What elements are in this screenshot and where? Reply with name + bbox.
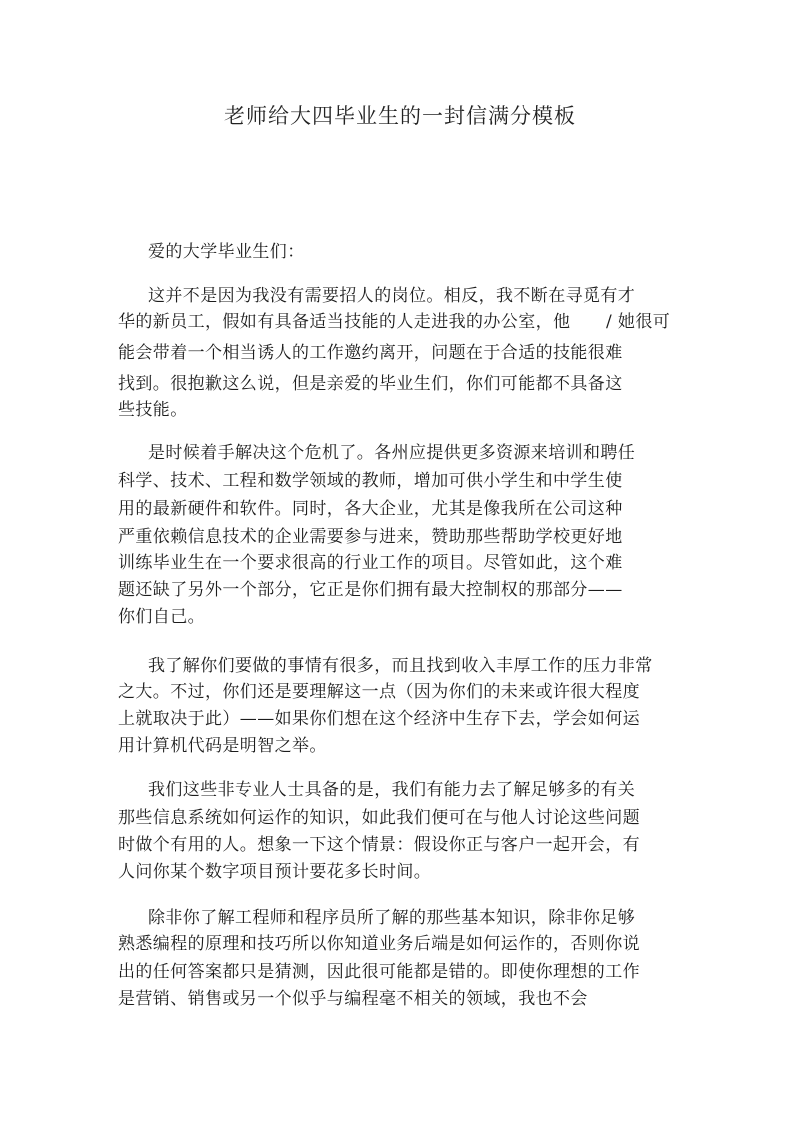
paragraph-line: 熟悉编程的原理和技巧所以你知道业务后端是如何运作的，否则你说 xyxy=(118,934,640,954)
paragraph-line: 我们这些非专业人士具备的是，我们有能力去了解足够多的有关 xyxy=(148,780,636,800)
paragraph-line: 之大。不过，你们还是要理解这一点（因为你们的未来或许很大程度 xyxy=(118,682,640,702)
paragraph-line: / 她很可 xyxy=(606,312,671,332)
document-title: 老师给大四毕业生的一封信满分模板 xyxy=(224,104,576,128)
paragraph-line: 科学、技术、工程和数学领域的教师，增加可供小学生和中学生使 xyxy=(118,471,623,491)
paragraph-line: 出的任何答案都只是猜测，因此很可能都是错的。即使你理想的工作 xyxy=(118,962,640,982)
paragraph-line: 我了解你们要做的事情有很多，而且找到收入丰厚工作的压力非常 xyxy=(148,656,653,676)
paragraph-line: 人问你某个数字项目预计要花多长时间。 xyxy=(118,862,432,882)
paragraph-line: 严重依赖信息技术的企业需要参与进来，赞助那些帮助学校更好地 xyxy=(118,527,623,547)
paragraph-line: 找到。很抱歉这么说，但是亲爱的毕业生们，你们可能都不具备这 xyxy=(118,374,623,394)
paragraph-line: 上就取决于此）——如果你们想在这个经济中生存下去，学会如何运 xyxy=(118,709,640,729)
paragraph-line: 题还缺了另外一个部分，它正是你们拥有最大控制权的那部分—— xyxy=(118,580,623,600)
paragraph-line: 除非你了解工程师和程序员所了解的那些基本知识，除非你足够 xyxy=(148,908,636,928)
paragraph-line: 用计算机代码是明智之举。 xyxy=(118,736,327,756)
paragraph-line: 那些信息系统如何运作的知识，如此我们便可在与他人讨论这些问题 xyxy=(118,808,640,828)
paragraph-line: 时做个有用的人。想象一下这个情景：假设你正与客户一起开会，有 xyxy=(118,835,640,855)
salutation: 爱的大学毕业生们： xyxy=(148,242,305,262)
paragraph-line: 是营销、销售或另一个似乎与编程毫不相关的领域，我也不会 xyxy=(118,989,588,1009)
paragraph-line: 这并不是因为我没有需要招人的岗位。相反，我不断在寻觅有才 xyxy=(148,286,636,306)
paragraph-line: 华的新员工，假如有具备适当技能的人走进我的办公室，他 xyxy=(118,312,571,332)
paragraph-line: 些技能。 xyxy=(118,400,188,420)
paragraph-line: 你们自己。 xyxy=(118,607,205,627)
paragraph-line: 用的最新硬件和软件。同时，各大企业，尤其是像我所在公司这种 xyxy=(118,499,623,519)
paragraph-line: 是时候着手解决这个危机了。各州应提供更多资源来培训和聘任 xyxy=(148,443,636,463)
paragraph-line: 训练毕业生在一个要求很高的行业工作的项目。尽管如此，这个难 xyxy=(118,553,623,573)
paragraph-line: 能会带着一个相当诱人的工作邀约离开，问题在于合适的技能很难 xyxy=(118,343,623,363)
